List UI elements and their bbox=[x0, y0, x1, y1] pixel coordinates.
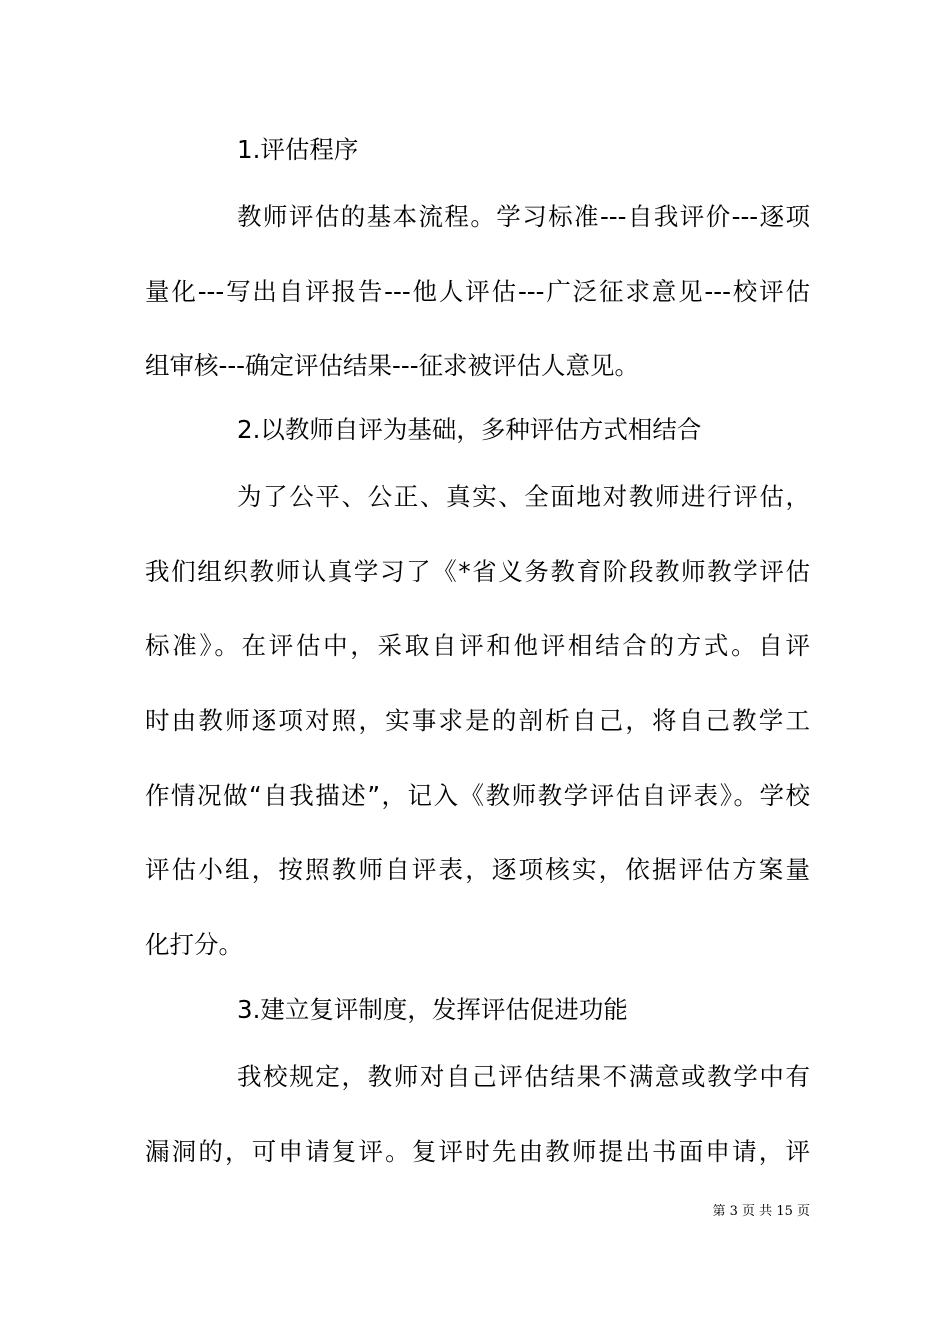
heading-self-evaluation: 2.以教师自评为基础，多种评估方式相结合 bbox=[237, 415, 702, 444]
paragraph-line: 作情况做“自我描述”，记入《教师教学评估自评表》。学校 bbox=[145, 781, 810, 810]
heading-review-system: 3.建立复评制度，发挥评估促进功能 bbox=[237, 995, 628, 1024]
paragraph-line: 我们组织教师认真学习了《*省义务教育阶段教师教学评估 bbox=[145, 557, 810, 586]
paragraph-line: 漏洞的，可申请复评。复评时先由教师提出书面申请，评 bbox=[145, 1137, 810, 1166]
paragraph-line: 时由教师逐项对照，实事求是的剖析自己，将自己教学工 bbox=[145, 706, 810, 735]
paragraph-line: 化打分。 bbox=[145, 930, 243, 959]
heading-evaluation-procedure: 1.评估程序 bbox=[237, 135, 359, 164]
paragraph-line: 量化---写出自评报告---他人评估---广泛征求意见---校评估 bbox=[145, 277, 810, 306]
paragraph-line: 标准》。在评估中，采取自评和他评相结合的方式。自评 bbox=[145, 631, 810, 660]
paragraph-line: 组审核---确定评估结果---征求被评估人意见。 bbox=[145, 351, 640, 380]
paragraph-line: 为了公平、公正、真实、全面地对教师进行评估， bbox=[237, 482, 810, 511]
paragraph-line: 评估小组，按照教师自评表，逐项核实，依据评估方案量 bbox=[145, 855, 810, 884]
paragraph-line: 我校规定，教师对自己评估结果不满意或教学中有 bbox=[237, 1062, 810, 1091]
page-footer: 第 3 页 共 15 页 bbox=[712, 1204, 810, 1219]
paragraph-line: 教师评估的基本流程。学习标准---自我评价---逐项 bbox=[237, 202, 810, 231]
